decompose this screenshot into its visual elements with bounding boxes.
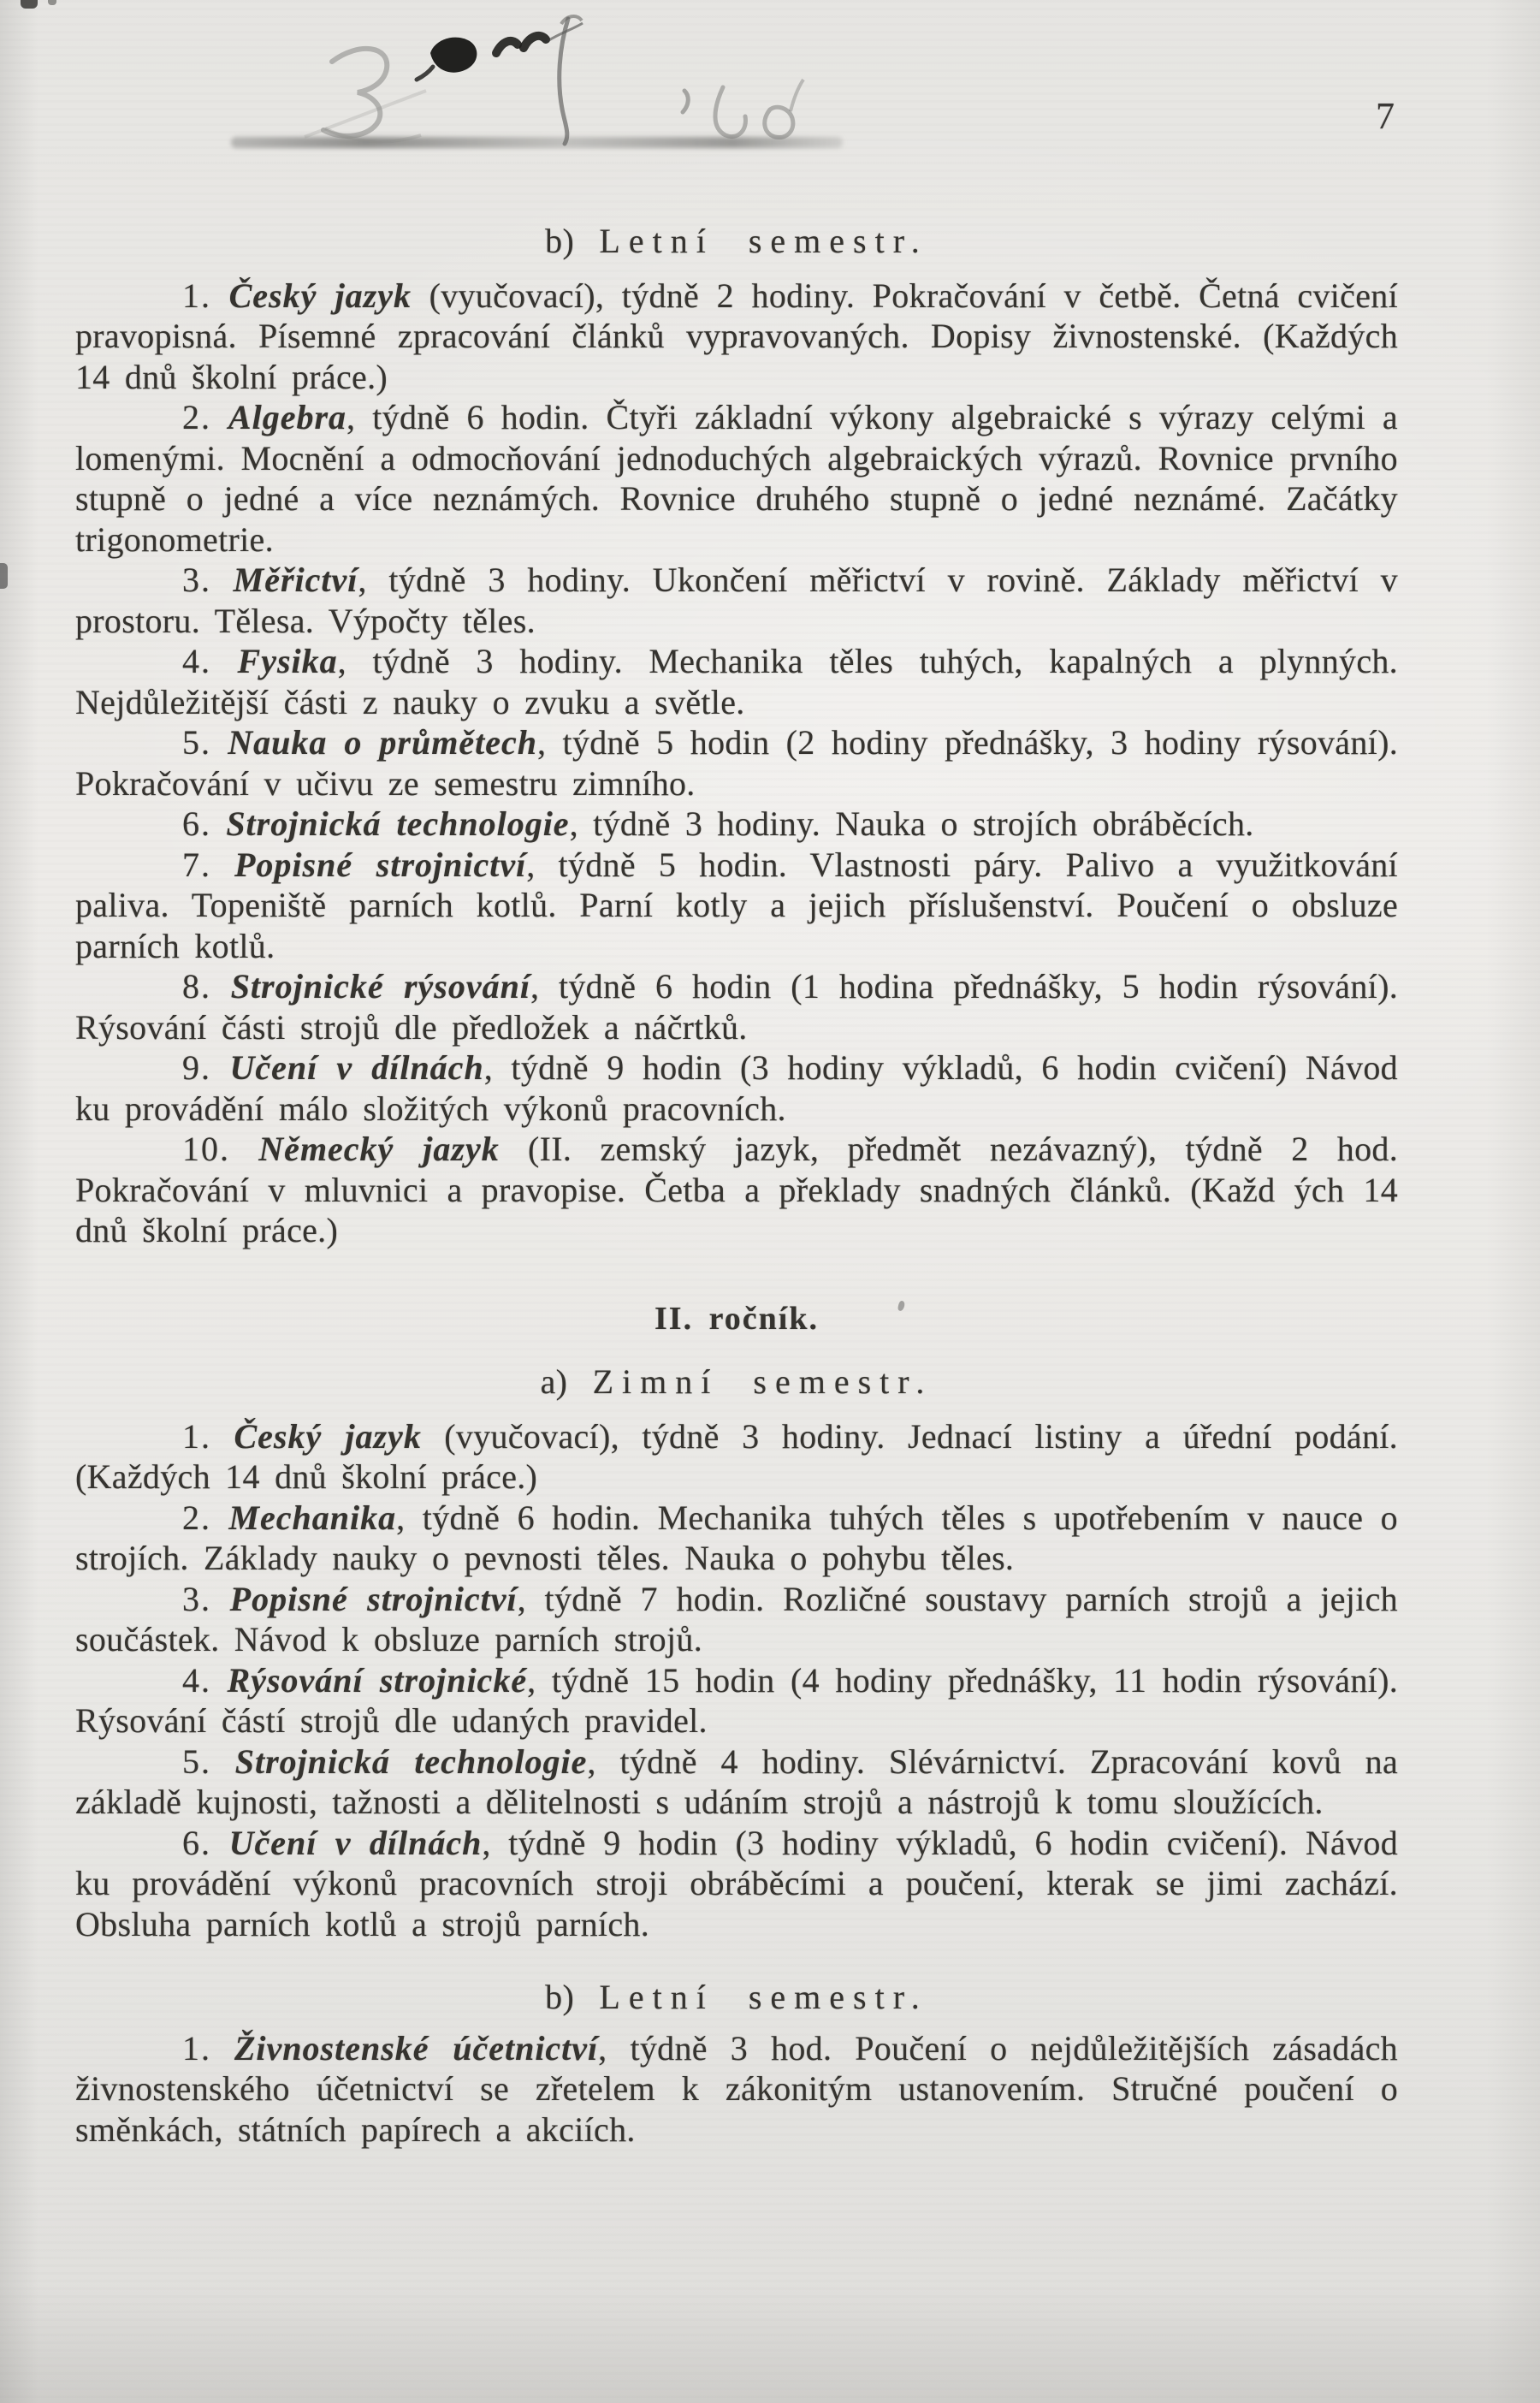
curriculum-item [75, 560, 1398, 641]
subject-title: Mechanika [228, 1498, 397, 1537]
curriculum-item [75, 641, 1398, 722]
item-description: , týdně 6 hodin (1 hodina přednášky, 5 hodin rýsování). Rýsování části strojů dle předložek a náčrtků. [75, 967, 1398, 1047]
item-number: 1. [182, 1416, 211, 1456]
item-number: 5. [182, 1741, 211, 1781]
item-description: , týdně 6 hodin. Mechanika tuhých těles s upotřebením v nauce o strojích. Základy nauky o pevnosti těles. Nauka o pohybu těles. [75, 1498, 1398, 1577]
subject-title: Strojnické rýsování [230, 967, 530, 1006]
item-number: 2. [182, 1498, 211, 1537]
item-description: , týdně 5 hodin (2 hodiny přednášky, 3 hodiny rýsování). Pokračování v učivu ze semestru zimního. [75, 723, 1398, 803]
subject-title: Živnostenské účetnictví [234, 2028, 599, 2068]
page-number: 7 [1376, 95, 1395, 137]
curriculum-item [75, 1660, 1398, 1741]
subject-title: Učení v dílnách [229, 1048, 484, 1087]
item-description: (vyučovací), týdně 2 hodiny. Pokračování v četbě. Četná cvičení pravopisná. Písemné zpracování článků vypravovaných. Dopisy živnostenské. (Každých 14 dnů školní práce.) [75, 276, 1399, 396]
item-number: 4. [182, 1660, 211, 1700]
heading-label: Zimní semestr. [592, 1362, 933, 1401]
item-number: 4. [182, 642, 211, 680]
curriculum-item [75, 1741, 1398, 1823]
item-number: 7. [182, 845, 211, 884]
curriculum-item [75, 1129, 1398, 1251]
item-description: , týdně 3 hodiny. Nauka o strojích obráběcích. [569, 804, 1254, 843]
heading-label: Letní semestr. [599, 222, 928, 260]
heading-prefix: a) [540, 1362, 568, 1401]
heading-label: Letní semestr. [599, 1978, 928, 2016]
item-description: (vyučovací), týdně 3 hodiny. Jednací listiny a úřední podání. (Každých 14 dnů školní práce.) [75, 1416, 1398, 1496]
item-number: 1. [182, 276, 211, 315]
item-description: , týdně 4 hodiny. Slévárnictví. Zpracování kovů na základě kujnosti, tažnosti a dělitelnosti s udáním strojů a nástrojů k tomu sloužících. [75, 1741, 1398, 1821]
curriculum-item [75, 804, 1398, 845]
curriculum-item [75, 1498, 1398, 1579]
subject-title: Učení v dílnách [228, 1823, 483, 1862]
curriculum-item [75, 397, 1398, 560]
subject-title: Strojnická technologie [234, 1741, 588, 1781]
subject-title: Fysika [237, 642, 338, 680]
semester-heading-letni-1 [75, 221, 1398, 262]
item-description: , týdně 3 hodiny. Mechanika těles tuhých, kapalných a plynných. Nejdůležitější části z nauky o zvuku a světle. [75, 642, 1398, 721]
curriculum-item [75, 722, 1398, 804]
subject-title: Algebra [228, 398, 347, 436]
item-description: , týdně 3 hodiny. Ukončení měřictví v rovině. Základy měřictví v prostoru. Tělesa. Výpočty těles. [75, 561, 1398, 640]
curriculum-item [75, 1416, 1398, 1498]
curriculum-item [75, 1579, 1398, 1660]
item-number: 9. [182, 1048, 211, 1087]
subject-title: Popisné strojnictví [229, 1579, 518, 1618]
heading-prefix: b) [545, 222, 575, 260]
subject-title: Český jazyk [234, 1416, 422, 1456]
item-number: 1. [182, 2028, 211, 2068]
curriculum-item [75, 966, 1398, 1047]
item-number: 8. [182, 967, 211, 1006]
item-description: , týdně 9 hodin (3 hodiny výkladů, 6 hodin cvičení). Návod ku provádění výkonů pracovních stroji obráběcími a poučení, kterak se jimi zachází. Obsluha parních kotlů a strojů parních. [75, 1823, 1398, 1943]
semester-heading-zimni [75, 1362, 1398, 1403]
subject-title: Měřictví [233, 561, 358, 599]
subject-title: Strojnická technologie [226, 804, 570, 843]
item-description: (II. zemský jazyk, předmět nezávazný), týdně 2 hod. Pokračování v mluvnici a pravopise. Četba a překlady snadných článků. (Každ ých 14 dnů školní práce.) [75, 1130, 1398, 1249]
item-number: 10. [182, 1130, 230, 1168]
item-number: 5. [182, 723, 211, 762]
semester-heading-letni-2 [75, 1977, 1398, 2018]
item-description: , týdně 15 hodin (4 hodiny přednášky, 11 hodin rýsování). Rýsování částí strojů dle udaných pravidel. [75, 1660, 1398, 1740]
item-description: , týdně 3 hod. Poučení o nejdůležitějších zásadách živnostenského účetnictví se zřetelem k zákonitým ustanovením. Stručné poučení o směnkách, státních papírech a akciích. [75, 2028, 1398, 2149]
item-number: 3. [182, 561, 211, 599]
item-number: 6. [182, 804, 211, 843]
subject-title: Český jazyk [228, 276, 412, 315]
item-number: 3. [182, 1579, 211, 1618]
subject-title: Nauka o průmětech [228, 723, 537, 762]
subject-title: Popisné strojnictví [234, 845, 527, 884]
item-number: 6. [182, 1823, 211, 1862]
item-description: , týdně 7 hodin. Rozličné soustavy parních strojů a jejich součástek. Návod k obsluze parních strojů. [75, 1579, 1398, 1658]
chapter-heading-ii-rocnik: II. ročník. [654, 1300, 819, 1337]
item-description: , týdně 9 hodin (3 hodiny výkladů, 6 hodin cvičení) Návod ku provádění málo složitých výkonů pracovních. [75, 1048, 1398, 1128]
curriculum-item [75, 845, 1398, 967]
curriculum-item [75, 1047, 1398, 1129]
item-description: , týdně 5 hodin. Vlastnosti páry. Palivo a využitkování paliva. Topeniště parních kotlů. Parní kotly a jejich příslušenství. Poučení o obsluze parních kotlů. [75, 845, 1398, 965]
item-number: 2. [182, 398, 211, 436]
item-description: , týdně 6 hodin. Čtyři základní výkony algebraické s výrazy celými a lomenými. Mocnění a odmocňování jednoduchých algebraických výrazů. Rovnice prvního stupně o jedné a více neznámých. Rovnice druhého stupně o jedné neznámé. Začátky trigonometrie. [75, 398, 1398, 559]
heading-prefix: b) [545, 1978, 575, 2016]
curriculum-item [75, 1823, 1398, 1945]
subject-title: Rýsování strojnické [227, 1660, 528, 1700]
curriculum-item [75, 2028, 1398, 2151]
subject-title: Německý jazyk [258, 1130, 500, 1168]
curriculum-item [75, 276, 1398, 398]
